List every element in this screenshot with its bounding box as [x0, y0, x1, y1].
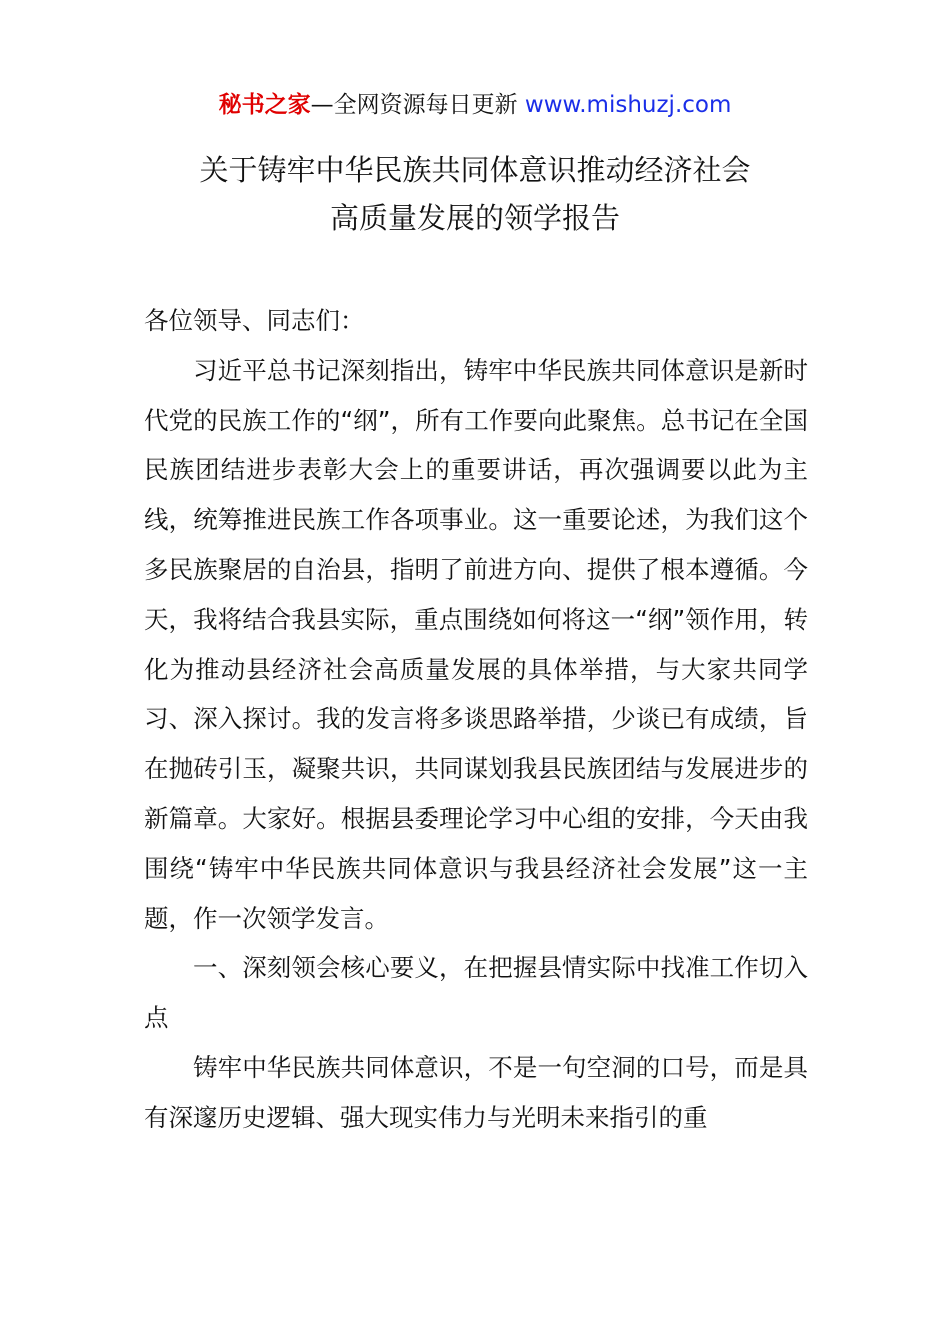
document-body [144, 296, 808, 1143]
site-header [0, 88, 950, 122]
paragraph-intro: 习近平总书记深刻指出，铸牢中华民族共同体意识是新时代党的民族工作的“纲”，所有工作要向此聚焦。总书记在全国民族团结进步表彰大会上的重要讲话，再次强调要以此为主线，统筹推进民族工作各项事业。这一重要论述，为我们这个多民族聚居的自治县，指明了前进方向、提供了根本遵循。今天，我将结合我县实际，重点围绕如何将这一“纲”领作用，转化为推动县经济社会高质量发展的具体举措，与大家共同学习、深入探讨。我的发言将多谈思路举措，少谈已有成绩，旨在抛砖引玉，凝聚共识，共同谋划我县民族团结与发展进步的新篇章。大家好。根据县委理论学习中心组的安排，今天由我围绕“铸牢中华民族共同体意识与我县经济社会发展”这一主题，作一次领学发言。 [144, 355, 808, 933]
document-title [0, 146, 950, 242]
paragraph-section-1: 铸牢中华民族共同体意识，不是一句空洞的口号，而是具有深邃历史逻辑、强大现实伟力与光明未来指引的重 [144, 1052, 808, 1132]
title-line-1: 关于铸牢中华民族共同体意识推动经济社会 [199, 153, 751, 187]
title-line-2: 高质量发展的领学报告 [329, 201, 620, 235]
brand-name: 秘书之家 [218, 92, 311, 118]
section-heading-1: 一、深刻领会核心要义，在把握县情实际中找准工作切入点 [144, 953, 808, 1033]
site-url-link[interactable]: www.mishuzj.com [524, 92, 732, 118]
salutation: 各位领导、同志们： [144, 306, 365, 335]
header-tagline: —全网资源每日更新 [310, 92, 525, 118]
